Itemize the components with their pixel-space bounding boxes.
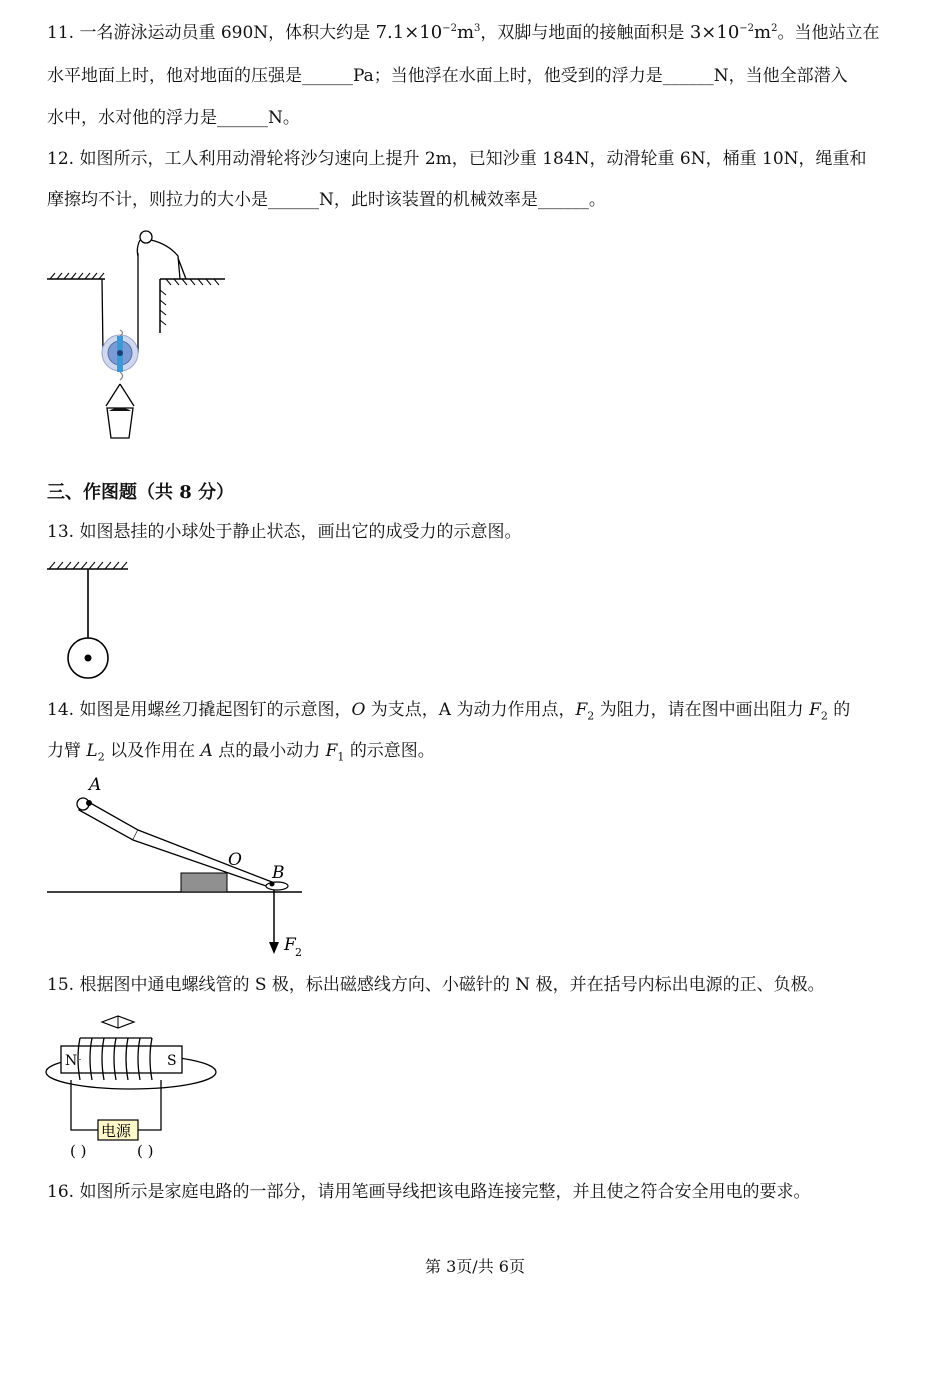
q12-line2: 摩擦均不计，则拉力的大小是______N，此时该装置的机械效率是______。 <box>47 190 606 210</box>
screwdriver-figure <box>40 770 315 965</box>
q13-number: 13. <box>47 522 75 542</box>
q13-line: 13. 如图悬挂的小球处于静止状态，画出它的成受力的示意图。 <box>47 522 522 542</box>
solenoid-figure <box>40 1012 240 1162</box>
pulley-figure <box>40 228 240 463</box>
hanging-ball-figure <box>40 555 140 685</box>
q14-line2: 力臂 $L_2$ 以及作用在 A 点的最小动力 $F_1$ 的示意图。 <box>47 741 435 764</box>
page-footer: 第 3页/共 6页 <box>425 1257 525 1276</box>
q11-line3: 水中，水对他的浮力是______N。 <box>47 108 300 128</box>
q14-number: 14. <box>47 700 75 720</box>
label-S: S <box>167 1053 177 1069</box>
q12-line1: 12. 如图所示，工人利用动滑轮将沙匀速向上提升 2m，已知沙重 184N，动滑轮重 6N，桶重 10N，绳重和 <box>47 149 867 169</box>
q16-line: 16. 如图所示是家庭电路的一部分，请用笔画导线把该电路连接完整，并且使之符合安全用电的要求。 <box>47 1182 811 1202</box>
q11-number: 11. <box>47 23 75 43</box>
label-F2: F <box>284 935 296 955</box>
section-title: 三、作图题（共 8 分） <box>47 482 235 503</box>
area-value: $3\times 10^{-2}m^2$ <box>689 22 778 43</box>
volume-value: $7.1\times 10^{-2}m^3$ <box>375 22 481 43</box>
q16-number: 16. <box>47 1182 75 1202</box>
q11-line1: 11. 一名游泳运动员重 690N，体积大约是 $7.1\times 10^{-2}m^3$，双脚与地面的接触面积是 $3\times 10^{-2}m^2$。当他站立在 <box>47 22 880 43</box>
q15-line: 15. 根据图中通电螺线管的 S 极，标出磁感线方向、小磁针的 N 极，并在括号内标出电源的正、负极。 <box>47 975 825 995</box>
label-B: B <box>272 863 285 883</box>
q12-number: 12. <box>47 149 75 169</box>
q15-number: 15. <box>47 975 75 995</box>
q11-line2: 水平地面上时，他对地面的压强是______Pa；当他浮在水面上时，他受到的浮力是______N，当他全部潜入 <box>47 66 848 86</box>
label-O: O <box>228 850 242 870</box>
bracket-left: ( ) <box>70 1142 87 1160</box>
label-A: A <box>89 775 102 795</box>
bracket-right: ( ) <box>137 1142 154 1160</box>
label-N: N <box>65 1053 78 1069</box>
power-source-label: 电源 <box>101 1122 132 1140</box>
q14-line1: 14. 如图是用螺丝刀撬起图钉的示意图，O 为支点，A 为动力作用点，$F_2$ 为阻力，请在图中画出阻力 $F_2$ 的 <box>47 700 851 723</box>
label-F2-sub: 2 <box>295 946 302 959</box>
